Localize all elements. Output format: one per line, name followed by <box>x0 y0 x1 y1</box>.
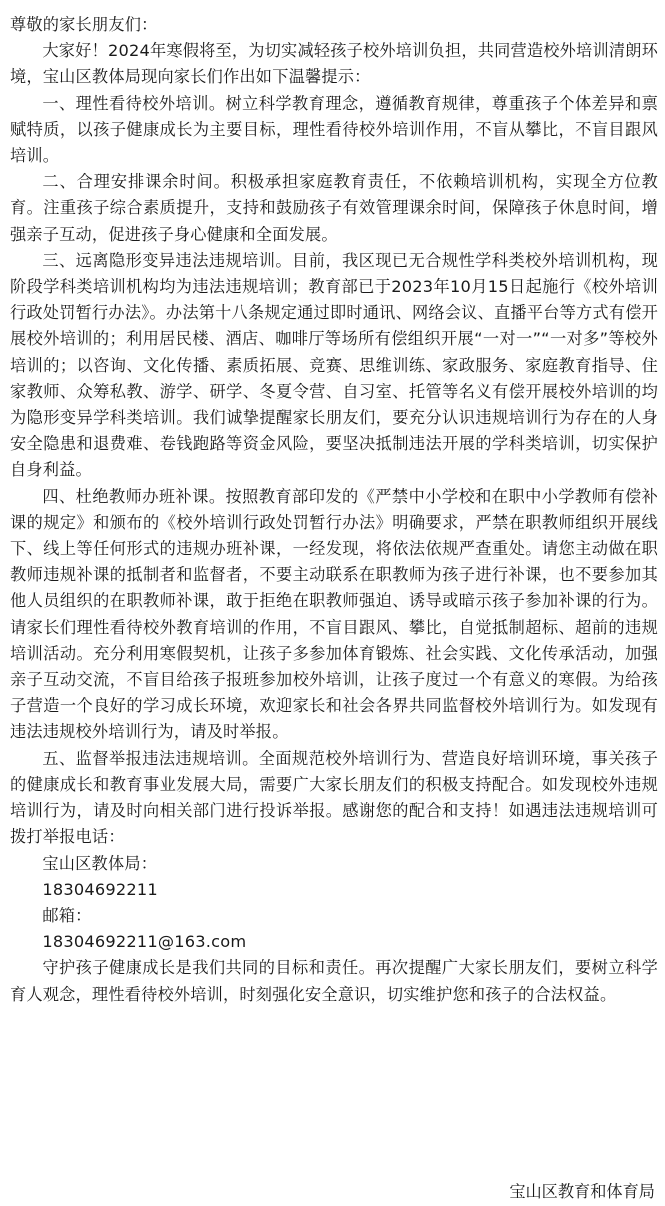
section-5-paragraph: 五、监督举报违法违规培训。全面规范校外培训行为、营造良好培训环境，事关孩子的健康成长和教育事业发展大局，需要广大家长朋友们的积极支持配合。如发现校外违规培训行为，请及时向相关部门进行投诉举报。感谢您的配合和支持！如遇违法违规培训可拨打举报电话： <box>10 748 658 847</box>
salutation: 尊敬的家长朋友们： <box>10 15 158 34</box>
contact-org-label: 宝山区教体局： <box>42 853 158 873</box>
contact-phone: 18304692211 <box>42 879 158 899</box>
section-1-paragraph: 一、理性看待校外培训。树立科学教育理念，遵循教育规律，尊重孩子个体差异和禀赋特质，以孩子健康成长为主要目标，理性看待校外培训作用，不盲从攀比，不盲目跟风培训。 <box>10 93 658 166</box>
section-2-paragraph: 二、合理安排课余时间。积极承担家庭教育责任，不依赖培训机构，实现全方位教育。注重孩子综合素质提升，支持和鼓励孩子有效管理课余时间，保障孩子休息时间，增强亲子互动，促进孩子身心健康和全面发展。 <box>10 172 658 244</box>
notice-document <box>10 12 658 1008</box>
closing-paragraph: 守护孩子健康成长是我们共同的目标和责任。再次提醒广大家长朋友们，要树立科学育人观念，理性看待校外培训，时刻强化安全意识，切实维护您和孩子的合法权益。 <box>10 958 658 1004</box>
section-4-paragraph: 四、杜绝教师办班补课。按照教育部印发的《严禁中小学校和在职中小学教师有偿补课的规定》和颁布的《校外培训行政处罚暂行办法》明确要求，严禁在职教师组织开展线下、线上等任何形式的违规办班补课，一经发现，将依法依规严查重处。请您主动做在职教师违规补课的抵制者和监督者，不要主动联系在职教师为孩子进行补课，也不要参加其他人员组织的在职教师补课，敢于拒绝在职教师强迫、诱导或暗示孩子参加补课的行为。请家长们理性看待校外教育培训的作用，不盲目跟风、攀比，自觉抵制超标、超前的违规培训活动。充分利用寒假契机，让孩子多参加体育锻炼、社会实践、文化传承活动，加强亲子互动交流，不盲目给孩子报班参加校外培训，让孩子度过一个有意义的寒假。为给孩子营造一个良好的学习成长环境，欢迎家长和社会各界共同监督校外培训行为。如发现有违法违规校外培训行为，请及时举报。 <box>10 486 658 742</box>
signature: 宝山区教育和体育局 <box>509 1182 655 1201</box>
intro-paragraph: 大家好！2024年寒假将至，为切实减轻孩子校外培训负担，共同营造校外培训清朗环境，宝山区教体局现向家长们作出如下温馨提示： <box>10 41 658 87</box>
section-3-paragraph: 三、远离隐形变异违法违规培训。目前，我区现已无合规性学科类校外培训机构，现阶段学科类培训机构均为违法违规培训；教育部已于2023年10月15日起施行《校外培训行政处罚暂行办法》。办法第十八条规定通过即时通讯、网络会议、直播平台等方式有偿开展校外培训的；利用居民楼、酒店、咖啡厅等场所有偿组织开展“一对一”“一对多”等校外培训的；以咨询、文化传播、素质拓展、竞赛、思维训练、家政服务、家庭教育指导、住家教师、众筹私教、游学、研学、冬夏令营、自习室、托管等名义有偿开展校外培训的均为隐形变异学科类培训。我们诚挚提醒家长朋友们，要充分认识违规培训行为存在的人身安全隐患和退费难、卷钱跑路等资金风险，要坚决抵制违法开展的学科类培训，切实保护自身利益。 <box>10 250 658 480</box>
contact-email: 18304692211@163.com <box>42 932 247 952</box>
contact-email-label: 邮箱： <box>42 905 92 925</box>
